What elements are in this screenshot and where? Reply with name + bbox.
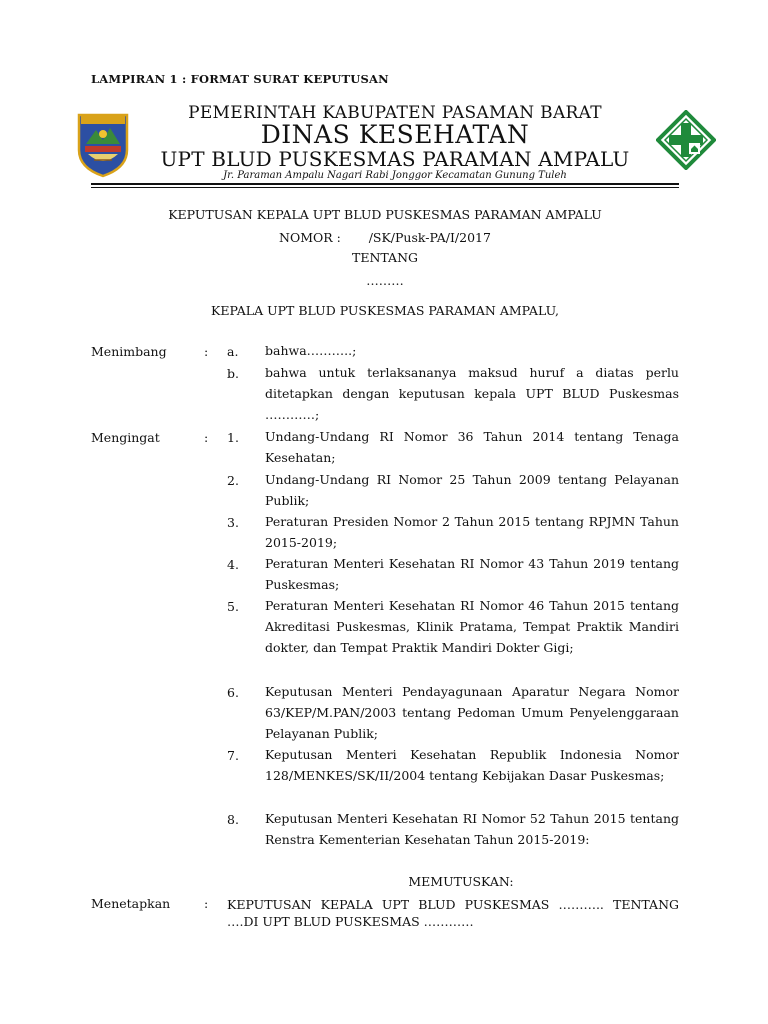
- nomor-line: [91, 230, 679, 245]
- item-number: 4.: [227, 557, 239, 572]
- item-number: 1.: [227, 430, 239, 445]
- mengingat-label: Mengingat: [91, 430, 160, 445]
- header-divider-thick: [91, 183, 679, 185]
- mengingat-colon: :: [204, 430, 209, 445]
- kop-address: Jr. Paraman Ampalu Nagari Rabi Jonggor Kecamatan Gunung Tuleh: [223, 170, 567, 181]
- item-text: Keputusan Menteri Kesehatan RI Nomor 52 Tahun 2015 tentang Renstra Kementerian Kesehatan Tahun 2015-2019:: [265, 811, 679, 847]
- item-text: Peraturan Menteri Kesehatan RI Nomor 46 Tahun 2015 tentang Akreditasi Puskesmas, Klinik Pratama, Tempat Praktik Mandiri dokter, dan Tempat Praktik Mandiri Dokter Gigi;: [265, 598, 679, 655]
- item-text: Keputusan Menteri Kesehatan Republik Indonesia Nomor 128/MENKES/SK/II/2004 tentang Kebijakan Dasar Puskesmas;: [265, 747, 679, 783]
- keputusan-title: KEPUTUSAN KEPALA UPT BLUD PUSKESMAS PARAMAN AMPALU: [168, 207, 602, 222]
- item-number: 3.: [227, 515, 239, 530]
- header-divider-thin: [91, 187, 679, 188]
- item-number: 5.: [227, 599, 239, 614]
- item-text: Peraturan Menteri Kesehatan RI Nomor 43 Tahun 2019 tentang Puskesmas;: [265, 556, 679, 592]
- item-text: Keputusan Menteri Pendayagunaan Aparatur Negara Nomor 63/KEP/M.PAN/2003 tentang Pedoman Umum Penyelenggaraan Pelayanan Publik;: [265, 684, 679, 741]
- item-text: Peraturan Presiden Nomor 2 Tahun 2015 tentang RPJMN Tahun 2015-2019;: [265, 514, 679, 550]
- menimbang-colon: :: [204, 344, 209, 359]
- menetapkan-label: Menetapkan: [91, 896, 171, 911]
- item-text: bahwa untuk terlaksananya maksud huruf a diatas perlu ditetapkan dengan keputusan kepala UPT BLUD Puskesmas …………;: [265, 365, 679, 422]
- kop-upt: UPT BLUD PUSKESMAS PARAMAN AMPALU: [160, 147, 630, 171]
- item-number: 6.: [227, 685, 239, 700]
- tentang-dots: ………: [366, 273, 404, 288]
- memutuskan-heading: MEMUTUSKAN:: [408, 874, 514, 889]
- tentang-label: TENTANG: [351, 250, 418, 265]
- item-number: 7.: [227, 748, 239, 763]
- pasaman-barat-emblem-icon: [76, 112, 130, 178]
- item-text: bahwa………..;: [265, 343, 357, 358]
- menetapkan-text: KEPUTUSAN KEPALA UPT BLUD PUSKESMAS ……….. TENTANG ….DI UPT BLUD PUSKESMAS …………: [227, 897, 679, 929]
- menetapkan-colon: :: [204, 896, 209, 911]
- kepala-line: KEPALA UPT BLUD PUSKESMAS PARAMAN AMPALU,: [211, 303, 559, 318]
- nomor-text: NOMOR : /SK/Pusk-PA/I/2017: [279, 230, 491, 245]
- lampiran-title: LAMPIRAN 1 : FORMAT SURAT KEPUTUSAN: [91, 72, 389, 86]
- item-number: a.: [227, 344, 239, 359]
- item-number: 8.: [227, 812, 239, 827]
- item-number: b.: [227, 366, 239, 381]
- item-text: Undang-Undang RI Nomor 36 Tahun 2014 tentang Tenaga Kesehatan;: [265, 429, 679, 465]
- puskesmas-health-emblem-icon: [656, 110, 716, 170]
- kop-dinas: DINAS KESEHATAN: [260, 120, 530, 149]
- item-text: Undang-Undang RI Nomor 25 Tahun 2009 tentang Pelayanan Publik;: [265, 472, 679, 508]
- menimbang-label: Menimbang: [91, 344, 167, 359]
- item-number: 2.: [227, 473, 239, 488]
- kop-pemerintah: PEMERINTAH KABUPATEN PASAMAN BARAT: [188, 103, 602, 123]
